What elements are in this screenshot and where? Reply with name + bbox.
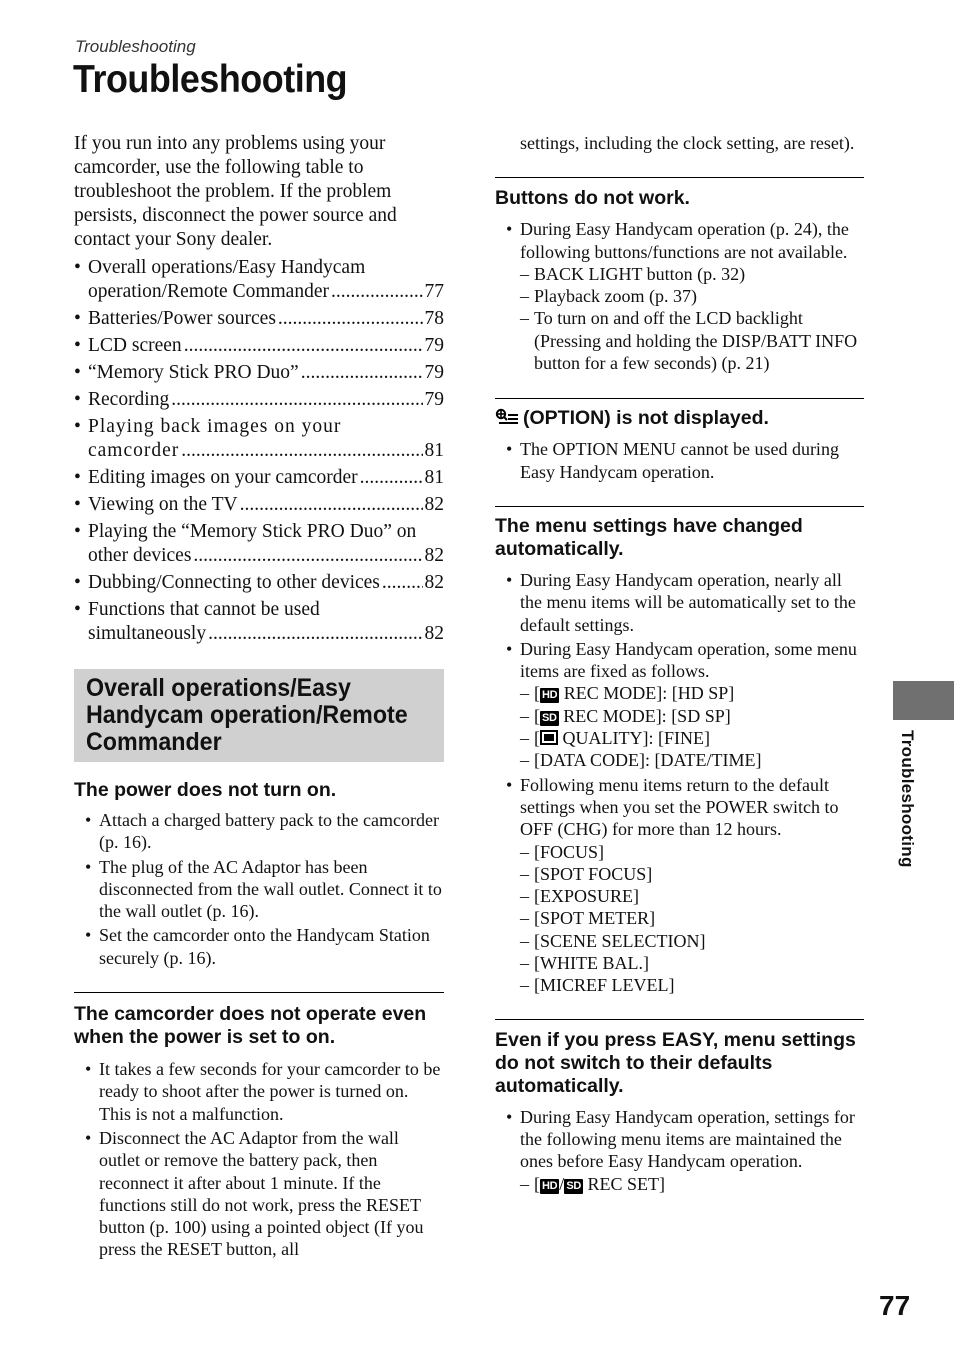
sub-list bbox=[520, 841, 864, 997]
topic-list bbox=[74, 809, 444, 969]
toc-item[interactable]: • Editing images on your camcorder ..... 81 bbox=[74, 466, 444, 490]
page-number: 77 bbox=[879, 1290, 911, 1321]
list-item: • During Easy Handycam operation, nearly all the menu items will be automatically set to the default settings. bbox=[495, 569, 864, 636]
toc-item[interactable]: • LCD screen ..... 79 bbox=[74, 334, 444, 358]
side-tab-label: Troubleshooting bbox=[898, 730, 917, 868]
list-item: • Following menu items return to the default settings when you set the POWER switch to OFF (CHG) for more than 12 hours. – [FOCUS] – [SPOT FOCUS] – [EXPOSURE] – [SPOT METER] – [SCENE SELECTION] – [WHITE BAL.] – [MICREF LEVEL] bbox=[495, 774, 864, 997]
toc-item[interactable]: • Batteries/Power sources ..... 78 bbox=[74, 307, 444, 331]
list-item: • Disconnect the AC Adaptor from the wall outlet or remove the battery pack, then reconnect it after about 1 minute. If the functions still do not work, press the RESET button (p. 100) using a pointed object (If you press the RESET button, all bbox=[74, 1127, 444, 1261]
sub-item: – [ SD REC MODE]: [SD SP] bbox=[520, 705, 864, 727]
list-item: • The plug of the AC Adaptor has been disconnected from the wall outlet. Connect it to the wall outlet (p. 16). bbox=[74, 856, 444, 923]
side-tab-marker bbox=[893, 681, 954, 720]
section-heading-box: Overall operations/Easy Handycam operation/Remote Commander bbox=[74, 669, 444, 762]
toc-item[interactable]: • Playing back images on your camcorder ..... 81 bbox=[74, 415, 444, 463]
list-item: • During Easy Handycam operation, settings for the following menu items are maintained the ones before Easy Handycam operation. – [ HD / SD REC SET] bbox=[495, 1106, 864, 1195]
topic-heading: The camcorder does not operate even when the power is set to on. bbox=[74, 1003, 427, 1049]
sub-item: – [ HD REC MODE]: [HD SP] bbox=[520, 682, 864, 704]
sub-item: – [DATA CODE]: [DATE/TIME] bbox=[520, 749, 864, 771]
toc-item[interactable]: • Recording ..... 79 bbox=[74, 388, 444, 412]
toc-item[interactable]: • Dubbing/Connecting to other devices ..... 82 bbox=[74, 571, 444, 595]
divider bbox=[495, 398, 864, 399]
toc-item[interactable]: • Viewing on the TV ..... 82 bbox=[74, 493, 444, 517]
toc-item[interactable]: • Functions that cannot be used simultaneously ..... 82 bbox=[74, 598, 444, 646]
divider bbox=[495, 1019, 864, 1020]
topic-list bbox=[495, 438, 864, 483]
intro-paragraph: If you run into any problems using your camcorder, use the following table to troubleshoot the problem. If the problem persists, disconnect the power source and contact your Sony dealer. bbox=[74, 133, 397, 250]
toc-page: 78 bbox=[424, 308, 444, 329]
sub-item: – [EXPOSURE] bbox=[520, 885, 864, 907]
topic-heading: The menu settings have changed automatically. bbox=[495, 514, 803, 560]
list-item: • During Easy Handycam operation, some menu items are fixed as follows. – [ HD REC MODE]: [HD SP] – [ SD REC MODE]: [SD SP] – [ QUALITY]: [FINE] – [DATA CODE]: [DATE/TIME] bbox=[495, 638, 864, 772]
topic-list bbox=[74, 1058, 444, 1261]
sub-item: – [SPOT METER] bbox=[520, 907, 864, 929]
toc-page: 79 bbox=[424, 389, 444, 410]
sub-item: – [SCENE SELECTION] bbox=[520, 930, 864, 952]
topic-list bbox=[495, 218, 864, 374]
toc-page: 82 bbox=[424, 572, 444, 593]
toc-page: 77 bbox=[424, 281, 444, 302]
sd-mode-icon: SD bbox=[542, 711, 557, 724]
divider bbox=[495, 177, 864, 178]
sub-item: – [ HD / SD REC SET] bbox=[520, 1173, 864, 1195]
sub-item: – [FOCUS] bbox=[520, 841, 864, 863]
divider bbox=[74, 992, 444, 993]
list-item: • Set the camcorder onto the Handycam Station securely (p. 16). bbox=[74, 924, 444, 969]
left-column bbox=[74, 132, 444, 1263]
toc-item[interactable]: • Playing the “Memory Stick PRO Duo” on other devices ..... 82 bbox=[74, 520, 444, 568]
topic-heading: (OPTION) is not displayed. bbox=[495, 407, 864, 430]
toc-page: 79 bbox=[424, 335, 444, 356]
sd-mode-icon: SD bbox=[566, 1179, 581, 1192]
toc-item[interactable]: • Overall operations/Easy Handycam operation/Remote Commander ..... 77 bbox=[74, 256, 444, 304]
hd-mode-icon: HD bbox=[542, 1179, 558, 1192]
sub-item: – To turn on and off the LCD backlight (Pressing and holding the DISP/BATT INFO button for a few seconds) (p. 21) bbox=[520, 307, 864, 374]
right-column bbox=[495, 132, 864, 1197]
toc-page: 82 bbox=[424, 545, 444, 566]
sub-item: – BACK LIGHT button (p. 32) bbox=[520, 263, 864, 285]
option-menu-icon bbox=[495, 408, 519, 426]
topic-heading: Even if you press EASY, menu settings do not switch to their defaults automatically. bbox=[495, 1028, 856, 1097]
sub-item: – [ QUALITY]: [FINE] bbox=[520, 727, 864, 749]
page-title: Troubleshooting bbox=[73, 58, 348, 101]
toc-list bbox=[74, 256, 444, 646]
toc-page: 82 bbox=[424, 494, 444, 515]
sub-item: – [SPOT FOCUS] bbox=[520, 863, 864, 885]
sub-item: – [WHITE BAL.] bbox=[520, 952, 864, 974]
sub-list bbox=[520, 263, 864, 374]
list-item: • It takes a few seconds for your camcorder to be ready to shoot after the power is turned on. This is not a malfunction. bbox=[74, 1058, 444, 1125]
divider bbox=[495, 506, 864, 507]
list-item: • Attach a charged battery pack to the camcorder (p. 16). bbox=[74, 809, 444, 854]
toc-item[interactable]: • “Memory Stick PRO Duo” ..... 79 bbox=[74, 361, 444, 385]
sub-list bbox=[520, 682, 864, 771]
topic-list bbox=[495, 569, 864, 997]
topic-heading: The power does not turn on. bbox=[74, 779, 337, 801]
toc-page: 81 bbox=[424, 467, 444, 488]
photo-quality-icon bbox=[540, 730, 558, 745]
sub-list bbox=[520, 1173, 864, 1195]
sub-item: – [MICREF LEVEL] bbox=[520, 974, 864, 996]
toc-page: 81 bbox=[424, 440, 444, 461]
sub-item: – Playback zoom (p. 37) bbox=[520, 285, 864, 307]
topic-list bbox=[495, 1106, 864, 1195]
topic-heading: Buttons do not work. bbox=[495, 187, 690, 210]
toc-page: 79 bbox=[424, 362, 444, 383]
continuation-text: settings, including the clock setting, are reset). bbox=[520, 133, 855, 153]
hd-mode-icon: HD bbox=[542, 689, 558, 702]
list-item: • The OPTION MENU cannot be used during Easy Handycam operation. bbox=[495, 438, 864, 483]
toc-page: 82 bbox=[424, 623, 444, 644]
running-head: Troubleshooting bbox=[75, 37, 196, 56]
list-item: • During Easy Handycam operation (p. 24), the following buttons/functions are not available. – BACK LIGHT button (p. 32) – Playback zoom (p. 37) – To turn on and off the LCD backlight (Pressing and holding the DISP/BATT INFO button for a few seconds) (p. 21) bbox=[495, 218, 864, 374]
